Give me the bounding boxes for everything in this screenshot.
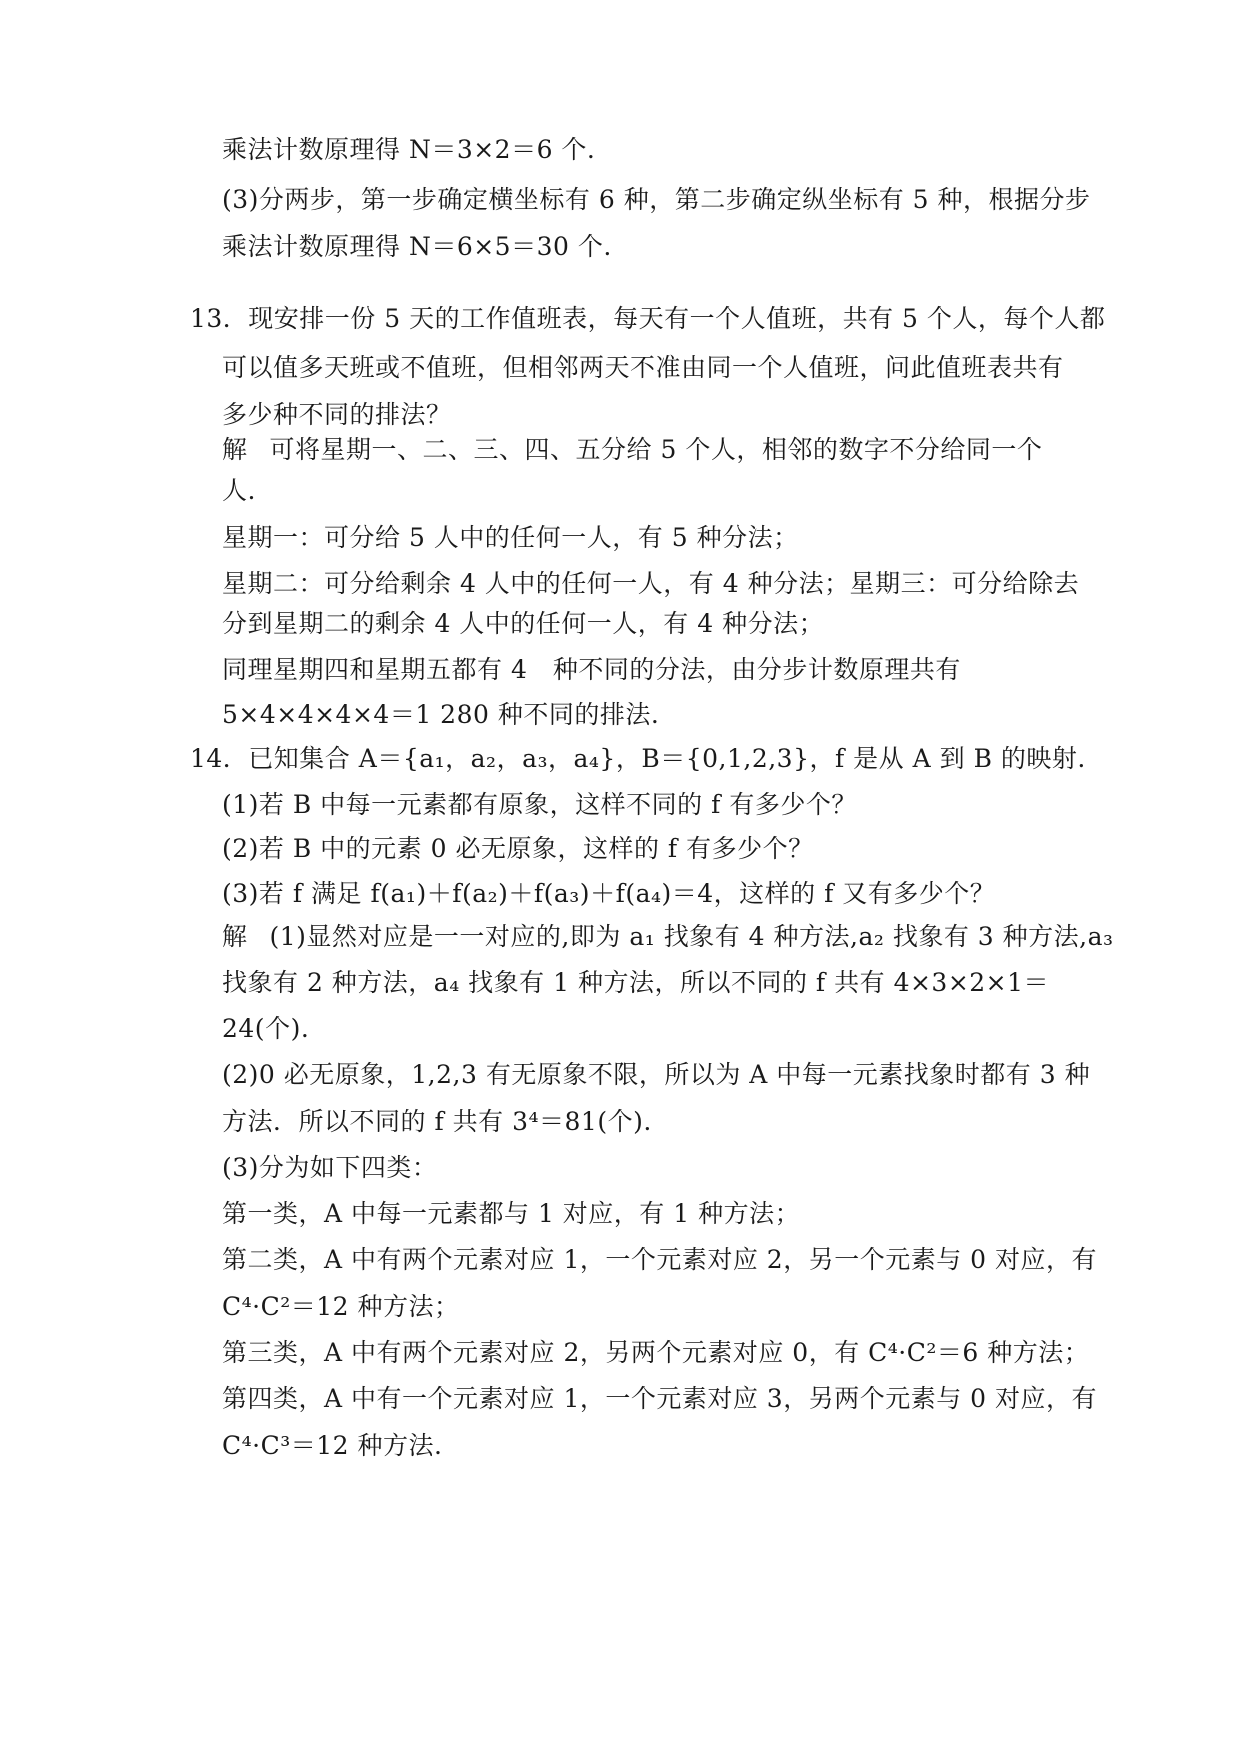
text-line: 第四类，A 中有一个元素对应 1，一个元素对应 3，另两个元素与 0 对应，有 — [222, 1384, 1098, 1413]
text-line: 乘法计数原理得 N＝6×5＝30 个. — [222, 232, 612, 261]
text-line: 多少种不同的排法？ — [222, 400, 452, 429]
solution-line — [222, 433, 1042, 467]
text-line: (3)若 f 满足 f(a₁)＋f(a₂)＋f(a₃)＋f(a₄)＝4，这样的 f 又有多少个？ — [222, 879, 996, 908]
text-line: 第二类，A 中有两个元素对应 1，一个元素对应 2，另一个元素与 0 对应，有 — [222, 1245, 1098, 1274]
text-line: 同理星期四和星期五都有 4 种不同的分法，由分步计数原理共有 — [222, 655, 961, 684]
text-line: C⁴·C²＝12 种方法； — [222, 1292, 460, 1321]
text-line: 分到星期二的剩余 4 人中的任何一人，有 4 种分法； — [222, 609, 825, 638]
solution-label: 解 — [222, 922, 248, 951]
problem-13-text: 13．现安排一份 5 天的工作值班表，每天有一个人值班，共有 5 个人，每个人都 — [190, 304, 1106, 333]
text-line: (1)显然对应是一一对应的,即为 a₁ 找象有 4 种方法,a₂ 找象有 3 种方法,a₃ — [269, 922, 1114, 951]
text-line: 24(个). — [222, 1014, 310, 1043]
text-line: 可以值多天班或不值班，但相邻两天不准由同一个人值班，问此值班表共有 — [222, 353, 1064, 382]
text-line: (3)分为如下四类： — [222, 1153, 438, 1182]
text-line: 星期一：可分给 5 人中的任何一人，有 5 种分法； — [222, 523, 799, 552]
text-line: 可将星期一、二、三、四、五分给 5 个人，相邻的数字不分给同一个 — [269, 435, 1043, 464]
text-line: 乘法计数原理得 N＝3×2＝6 个. — [222, 135, 596, 164]
text-line: 星期二：可分给剩余 4 人中的任何一人，有 4 种分法；星期三：可分给除去 — [222, 569, 1080, 598]
text-line: (2)若 B 中的元素 0 必无原象，这样的 f 有多少个？ — [222, 834, 814, 863]
solution-line — [222, 920, 1114, 954]
text-line: 方法．所以不同的 f 共有 3⁴＝81(个). — [222, 1107, 652, 1136]
solution-label: 解 — [222, 435, 248, 464]
text-line: 第一类，A 中每一元素都与 1 对应，有 1 种方法； — [222, 1199, 801, 1228]
text-line: C⁴·C³＝12 种方法. — [222, 1431, 443, 1460]
text-line: 第三类，A 中有两个元素对应 2，另两个元素对应 0，有 C⁴·C²＝6 种方法； — [222, 1338, 1090, 1367]
text-line: 人. — [222, 476, 256, 505]
text-line: 5×4×4×4×4＝1 280 种不同的排法. — [222, 700, 660, 729]
text-line: (1)若 B 中每一元素都有原象，这样不同的 f 有多少个？ — [222, 790, 857, 819]
text-line: (2)0 必无原象，1,2,3 有无原象不限，所以为 A 中每一元素找象时都有 3 种 — [222, 1060, 1091, 1089]
text-line: (3)分两步，第一步确定横坐标有 6 种，第二步确定纵坐标有 5 种，根据分步 — [222, 185, 1091, 214]
text-line: 找象有 2 种方法，a₄ 找象有 1 种方法，所以不同的 f 共有 4×3×2×1＝ — [222, 968, 1050, 997]
problem-14-text: 14．已知集合 A＝{a₁，a₂，a₃，a₄}，B＝{0,1,2,3}，f 是从 A 到 B 的映射. — [190, 744, 1086, 773]
